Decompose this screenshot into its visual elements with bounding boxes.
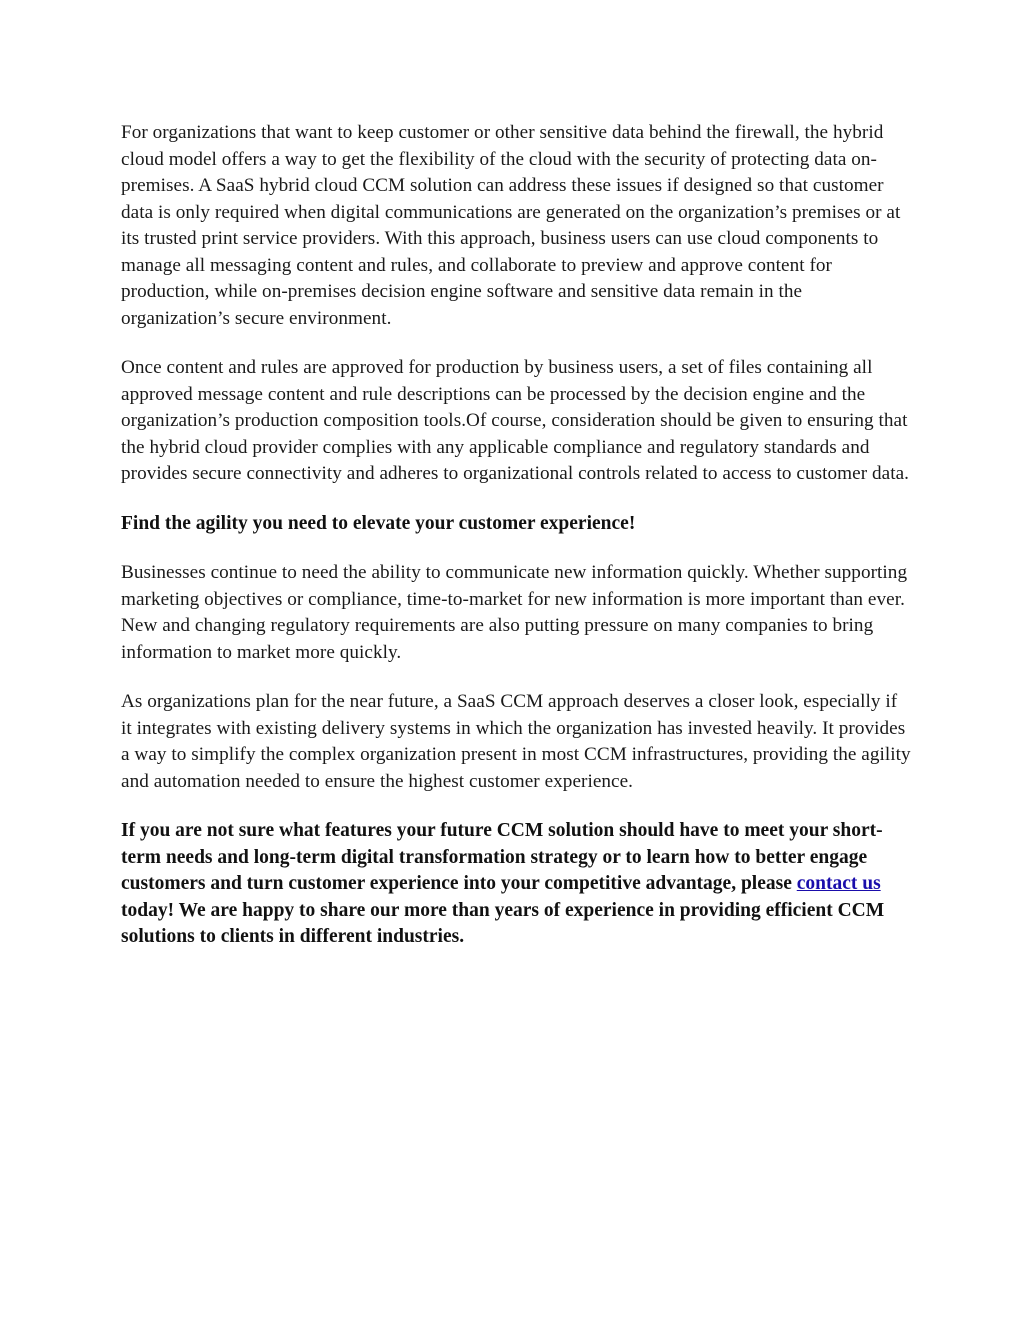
call-to-action	[121, 818, 911, 951]
paragraph-hybrid-cloud: For organizations that want to keep customer or other sensitive data behind the firewall, the hybrid cloud model offers a way to get the flexibility of the cloud with the security of protecting data on-premises. A SaaS hybrid cloud CCM solution can address these issues if designed so that customer data is only required when digital communications are generated on the organization’s premises or at its trusted print service providers. With this approach, business users can use cloud components to manage all messaging content and rules, and collaborate to preview and approve content for production, while on-premises decision engine software and sensitive data remain in the organization’s secure environment.	[121, 122, 901, 329]
cta-text-before: If you are not sure what features your future CCM solution should have to meet your short-term needs and long-term digital transformation strategy or to learn how to better engage customers and turn customer experience into your competitive advantage, please	[121, 820, 883, 894]
paragraph-time-to-market: Businesses continue to need the ability to communicate new information quickly. Whether supporting marketing objectives or compliance, time-to-market for new information is more important than ever. New and changing regulatory requirements are also putting pressure on many companies to bring information to market more quickly.	[121, 562, 908, 663]
contact-us-link[interactable]: contact us	[796, 873, 881, 894]
document-page	[121, 120, 911, 951]
paragraph-approval-process: Once content and rules are approved for production by business users, a set of files containing all approved message content and rule descriptions can be processed by the decision engine and the organization’s production composition tools.Of course, consideration should be given to ensuring that the hybrid cloud provider complies with any applicable compliance and regulatory standards and provides secure connectivity and adheres to organizational controls related to access to customer data.	[121, 357, 909, 484]
section-heading: Find the agility you need to elevate your customer experience!	[121, 512, 636, 534]
paragraph-saas-ccm: As organizations plan for the near future, a SaaS CCM approach deserves a closer look, especially if it integrates with existing delivery systems in which the organization has invested heavily. It provides a way to simplify the complex organization present in most CCM infrastructures, providing the agility and automation needed to ensure the highest customer experience.	[121, 691, 911, 792]
cta-text-after: today! We are happy to share our more than years of experience in providing efficient CCM solutions to clients in different industries.	[121, 899, 885, 947]
